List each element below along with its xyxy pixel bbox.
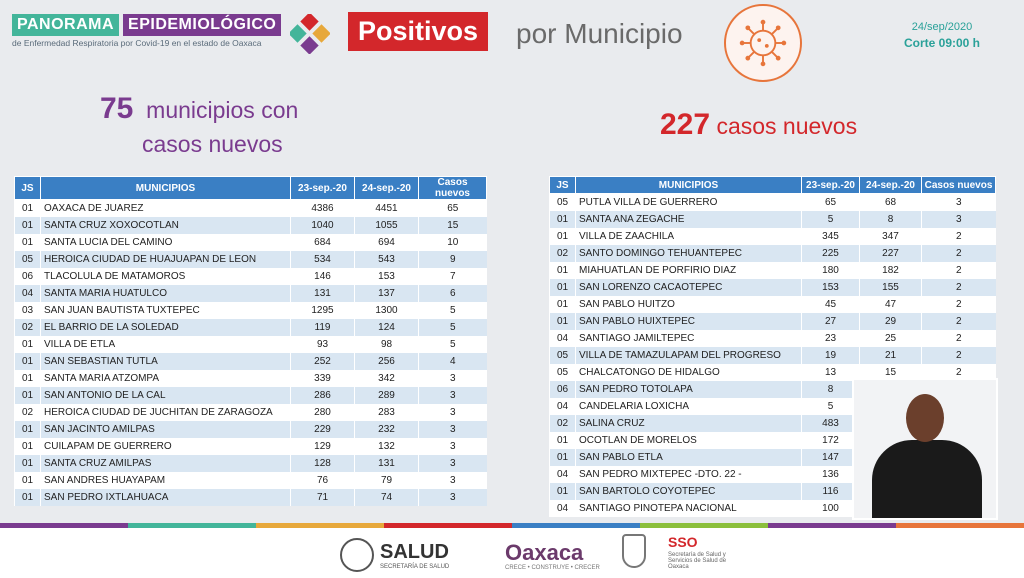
municipio-cell: SANTIAGO JAMILTEPEC	[576, 330, 802, 347]
municipio-cell: SANTA CRUZ AMILPAS	[41, 455, 291, 472]
sep23-cell: 345	[802, 228, 860, 245]
table-row	[15, 217, 487, 234]
column-header: Casos nuevos	[419, 177, 487, 200]
sep23-cell: 136	[802, 466, 860, 483]
table-row	[15, 370, 487, 387]
table-row	[15, 455, 487, 472]
sep24-cell: 15	[860, 364, 922, 381]
municipio-cell: SAN BARTOLO COYOTEPEC	[576, 483, 802, 500]
table-row	[15, 336, 487, 353]
sep23-cell: 483	[802, 415, 860, 432]
sep24-cell: 694	[355, 234, 419, 251]
sep23-cell: 280	[291, 404, 355, 421]
column-header: MUNICIPIOS	[576, 177, 802, 194]
table-row	[15, 421, 487, 438]
sep24-cell: 68	[860, 194, 922, 211]
casos-nuevos-cell: 6	[419, 285, 487, 302]
js-cell: 02	[550, 245, 576, 262]
municipio-cell: SAN ANTONIO DE LA CAL	[41, 387, 291, 404]
sso-subtext: Secretaría de Salud y Servicios de Salud de Oaxaca	[668, 552, 727, 570]
municipio-cell: SAN PABLO HUIXTEPEC	[576, 313, 802, 330]
casos-nuevos-cell: 5	[419, 319, 487, 336]
salud-subtext: SECRETARÍA DE SALUD	[380, 563, 450, 570]
column-header: 23-sep.-20	[802, 177, 860, 194]
table-row	[550, 347, 996, 364]
oaxaca-subtext: CRECE • CONSTRUYE • CRECER	[505, 565, 600, 571]
municipio-cell: SANTA LUCIA DEL CAMINO	[41, 234, 291, 251]
js-cell: 06	[15, 268, 41, 285]
column-header: JS	[550, 177, 576, 194]
column-header: 24-sep.-20	[355, 177, 419, 200]
sep23-cell: 684	[291, 234, 355, 251]
sep24-cell: 1300	[355, 302, 419, 319]
sep23-cell: 27	[802, 313, 860, 330]
js-cell: 01	[550, 313, 576, 330]
casos-nuevos-cell: 10	[419, 234, 487, 251]
js-cell: 01	[550, 262, 576, 279]
sep24-cell: 232	[355, 421, 419, 438]
sep24-cell: 47	[860, 296, 922, 313]
municipio-cell: OAXACA DE JUAREZ	[41, 200, 291, 217]
js-cell: 05	[550, 364, 576, 381]
municipio-cell: HEROICA CIUDAD DE JUCHITAN DE ZARAGOZA	[41, 404, 291, 421]
municipio-cell: SAN SEBASTIAN TUTLA	[41, 353, 291, 370]
sep23-cell: 65	[802, 194, 860, 211]
casos-nuevos-cell: 3	[419, 387, 487, 404]
table-row	[15, 200, 487, 217]
js-cell: 01	[15, 472, 41, 489]
casos-nuevos-cell: 2	[922, 364, 996, 381]
sep24-cell: 289	[355, 387, 419, 404]
casos-nuevos-cell: 3	[419, 421, 487, 438]
casos-nuevos-cell: 5	[419, 336, 487, 353]
casos-nuevos-cell: 3	[922, 211, 996, 228]
casos-nuevos-cell: 5	[419, 302, 487, 319]
sep24-cell: 74	[355, 489, 419, 506]
salud-logo	[340, 538, 449, 572]
table-row	[15, 268, 487, 285]
por-municipio-label: por Municipio	[516, 18, 683, 49]
casos-nuevos-cell: 3	[419, 438, 487, 455]
sep23-cell: 119	[291, 319, 355, 336]
sep23-cell: 172	[802, 432, 860, 449]
sep23-cell: 8	[802, 381, 860, 398]
column-header: Casos nuevos	[922, 177, 996, 194]
sep23-cell: 1040	[291, 217, 355, 234]
sep23-cell: 23	[802, 330, 860, 347]
table-header-row	[550, 177, 996, 194]
table-row	[15, 387, 487, 404]
brand-logo	[12, 14, 281, 48]
municipio-cell: SANTA MARIA ATZOMPA	[41, 370, 291, 387]
sep23-cell: 128	[291, 455, 355, 472]
municipio-cell: CUILAPAM DE GUERRERO	[41, 438, 291, 455]
sep23-cell: 5	[802, 211, 860, 228]
js-cell: 01	[550, 279, 576, 296]
casos-count: 227	[660, 108, 711, 141]
interpreter-head	[906, 394, 944, 442]
sep24-cell: 131	[355, 455, 419, 472]
js-cell: 03	[15, 302, 41, 319]
municipio-cell: SAN PEDRO IXTLAHUACA	[41, 489, 291, 506]
sep23-cell: 180	[802, 262, 860, 279]
column-header: 23-sep.-20	[291, 177, 355, 200]
stat-municipios	[100, 92, 298, 161]
sep24-cell: 25	[860, 330, 922, 347]
municipio-cell: SANTA CRUZ XOXOCOTLAN	[41, 217, 291, 234]
municipio-cell: CHALCATONGO DE HIDALGO	[576, 364, 802, 381]
js-cell: 04	[550, 330, 576, 347]
interpreter-body	[872, 440, 982, 520]
table-row	[550, 296, 996, 313]
sep24-cell: 1055	[355, 217, 419, 234]
casos-nuevos-cell: 3	[419, 455, 487, 472]
table-row	[550, 245, 996, 262]
brand-mark-icon	[290, 14, 330, 54]
casos-nuevos-cell: 9	[419, 251, 487, 268]
js-cell: 01	[15, 370, 41, 387]
sep24-cell: 4451	[355, 200, 419, 217]
table-row	[15, 319, 487, 336]
sep24-cell: 79	[355, 472, 419, 489]
sep23-cell: 534	[291, 251, 355, 268]
table-row	[15, 302, 487, 319]
table-row	[15, 438, 487, 455]
municipio-cell: CANDELARIA LOXICHA	[576, 398, 802, 415]
js-cell: 04	[550, 500, 576, 517]
municipio-cell: SAN PEDRO TOTOLAPA	[576, 381, 802, 398]
table-row	[550, 194, 996, 211]
municipio-cell: SANTO DOMINGO TEHUANTEPEC	[576, 245, 802, 262]
casos-nuevos-cell: 4	[419, 353, 487, 370]
sep24-cell: 98	[355, 336, 419, 353]
municipio-cell: SAN ANDRES HUAYAPAM	[41, 472, 291, 489]
casos-nuevos-cell: 2	[922, 347, 996, 364]
sep23-cell: 286	[291, 387, 355, 404]
municipio-cell: SAN PEDRO MIXTEPEC -DTO. 22 -	[576, 466, 802, 483]
oaxaca-logo: Oaxaca	[505, 540, 584, 565]
js-cell: 02	[15, 319, 41, 336]
column-header: JS	[15, 177, 41, 200]
table-row	[15, 353, 487, 370]
sep24-cell: 155	[860, 279, 922, 296]
table-row	[15, 285, 487, 302]
sep23-cell: 13	[802, 364, 860, 381]
municipio-cell: SAN PABLO ETLA	[576, 449, 802, 466]
sep23-cell: 100	[802, 500, 860, 517]
municipio-cell: SANTA MARIA HUATULCO	[41, 285, 291, 302]
casos-nuevos-cell: 3	[419, 370, 487, 387]
casos-nuevos-cell: 2	[922, 228, 996, 245]
municipio-cell: PUTLA VILLA DE GUERRERO	[576, 194, 802, 211]
municipio-cell: VILLA DE ETLA	[41, 336, 291, 353]
js-cell: 05	[550, 194, 576, 211]
table-row	[550, 262, 996, 279]
sep23-cell: 19	[802, 347, 860, 364]
js-cell: 01	[550, 296, 576, 313]
stat-casos	[660, 108, 857, 142]
report-cutoff: Corte 09:00 h	[903, 36, 980, 50]
municipios-count: 75	[100, 92, 134, 125]
js-cell: 01	[15, 336, 41, 353]
sep24-cell: 182	[860, 262, 922, 279]
sep24-cell: 153	[355, 268, 419, 285]
municipio-cell: TLACOLULA DE MATAMOROS	[41, 268, 291, 285]
municipio-cell: HEROICA CIUDAD DE HUAJUAPAN DE LEON	[41, 251, 291, 268]
column-header: MUNICIPIOS	[41, 177, 291, 200]
js-cell: 01	[550, 449, 576, 466]
sep23-cell: 129	[291, 438, 355, 455]
sep23-cell: 4386	[291, 200, 355, 217]
js-cell: 01	[15, 489, 41, 506]
sep24-cell: 29	[860, 313, 922, 330]
sep24-cell: 21	[860, 347, 922, 364]
casos-nuevos-cell: 2	[922, 262, 996, 279]
casos-nuevos-cell: 2	[922, 279, 996, 296]
js-cell: 01	[550, 228, 576, 245]
municipio-cell: VILLA DE ZAACHILA	[576, 228, 802, 245]
municipio-cell: SAN JACINTO AMILPAS	[41, 421, 291, 438]
brand-panorama: PANORAMA	[12, 14, 119, 36]
casos-nuevos-cell: 2	[922, 330, 996, 347]
sep23-cell: 71	[291, 489, 355, 506]
js-cell: 01	[15, 455, 41, 472]
municipio-cell: SAN LORENZO CACAOTEPEC	[576, 279, 802, 296]
sep23-cell: 153	[802, 279, 860, 296]
table-row	[15, 472, 487, 489]
sep23-cell: 225	[802, 245, 860, 262]
js-cell: 01	[15, 387, 41, 404]
brand-subtitle: de Enfermedad Respiratoria por Covid-19 en el estado de Oaxaca	[12, 38, 262, 48]
sep23-cell: 45	[802, 296, 860, 313]
sep24-cell: 137	[355, 285, 419, 302]
sep24-cell: 256	[355, 353, 419, 370]
js-cell: 02	[550, 415, 576, 432]
sep23-cell: 5	[802, 398, 860, 415]
js-cell: 01	[15, 438, 41, 455]
sep24-cell: 8	[860, 211, 922, 228]
sep23-cell: 147	[802, 449, 860, 466]
casos-nuevos-cell: 7	[419, 268, 487, 285]
sep24-cell: 283	[355, 404, 419, 421]
salud-text: SALUD	[380, 540, 449, 563]
sep23-cell: 229	[291, 421, 355, 438]
sep23-cell: 116	[802, 483, 860, 500]
js-cell: 01	[15, 217, 41, 234]
sep23-cell: 252	[291, 353, 355, 370]
table-row	[15, 404, 487, 421]
js-cell: 01	[15, 421, 41, 438]
sep23-cell: 1295	[291, 302, 355, 319]
sep24-cell: 227	[860, 245, 922, 262]
sign-language-interpreter	[852, 378, 998, 520]
positivos-label: Positivos	[348, 12, 488, 51]
date-block	[904, 21, 980, 50]
sso-logo: SSO	[668, 534, 698, 550]
casos-nuevos-cell: 65	[419, 200, 487, 217]
js-cell: 01	[550, 483, 576, 500]
table-row	[15, 489, 487, 506]
js-cell: 05	[550, 347, 576, 364]
report-date: 24/sep/2020	[911, 21, 973, 33]
table-header-row	[15, 177, 487, 200]
sep24-cell: 543	[355, 251, 419, 268]
column-header: 24-sep.-20	[860, 177, 922, 194]
table-left	[14, 176, 487, 506]
casos-nuevos-cell: 15	[419, 217, 487, 234]
sep23-cell: 339	[291, 370, 355, 387]
casos-nuevos-cell: 2	[922, 245, 996, 262]
municipio-cell: MIAHUATLAN DE PORFIRIO DIAZ	[576, 262, 802, 279]
sep24-cell: 342	[355, 370, 419, 387]
casos-nuevos-cell: 3	[419, 489, 487, 506]
table-body	[15, 200, 487, 506]
js-cell: 01	[550, 211, 576, 228]
table-row	[550, 330, 996, 347]
table-row	[550, 228, 996, 245]
sep23-cell: 131	[291, 285, 355, 302]
casos-nuevos-cell: 3	[419, 404, 487, 421]
casos-nuevos-cell: 3	[922, 194, 996, 211]
footer	[0, 528, 1024, 578]
municipio-cell: SALINA CRUZ	[576, 415, 802, 432]
casos-nuevos-text: casos nuevos	[142, 131, 283, 157]
municipio-cell: OCOTLAN DE MORELOS	[576, 432, 802, 449]
municipio-cell: SANTA ANA ZEGACHE	[576, 211, 802, 228]
municipios-text: municipios con	[146, 97, 299, 123]
js-cell: 04	[550, 466, 576, 483]
casos-nuevos-cell: 2	[922, 313, 996, 330]
casos-nuevos-cell: 3	[419, 472, 487, 489]
municipio-cell: SAN PABLO HUITZO	[576, 296, 802, 313]
casos-nuevos-cell: 2	[922, 296, 996, 313]
sep23-cell: 76	[291, 472, 355, 489]
seal-icon	[340, 538, 374, 572]
js-cell: 01	[550, 432, 576, 449]
sep24-cell: 124	[355, 319, 419, 336]
js-cell: 01	[15, 353, 41, 370]
js-cell: 04	[550, 398, 576, 415]
js-cell: 04	[15, 285, 41, 302]
sep24-cell: 132	[355, 438, 419, 455]
municipio-cell: VILLA DE TAMAZULAPAM DEL PROGRESO	[576, 347, 802, 364]
table-row	[550, 313, 996, 330]
municipio-cell: EL BARRIO DE LA SOLEDAD	[41, 319, 291, 336]
js-cell: 05	[15, 251, 41, 268]
js-cell: 01	[15, 200, 41, 217]
js-cell: 01	[15, 234, 41, 251]
table-row	[550, 279, 996, 296]
sep23-cell: 93	[291, 336, 355, 353]
virus-icon	[724, 4, 802, 82]
js-cell: 02	[15, 404, 41, 421]
municipio-cell: SAN JUAN BAUTISTA TUXTEPEC	[41, 302, 291, 319]
shield-icon	[622, 534, 646, 568]
header	[0, 0, 1024, 70]
brand-epidemiologico: EPIDEMIOLÓGICO	[123, 14, 281, 36]
sep23-cell: 146	[291, 268, 355, 285]
table-row	[15, 251, 487, 268]
casos-text: casos nuevos	[716, 113, 858, 139]
js-cell: 06	[550, 381, 576, 398]
sep24-cell: 347	[860, 228, 922, 245]
table-row	[15, 234, 487, 251]
table-row	[550, 211, 996, 228]
municipio-cell: SANTIAGO PINOTEPA NACIONAL	[576, 500, 802, 517]
